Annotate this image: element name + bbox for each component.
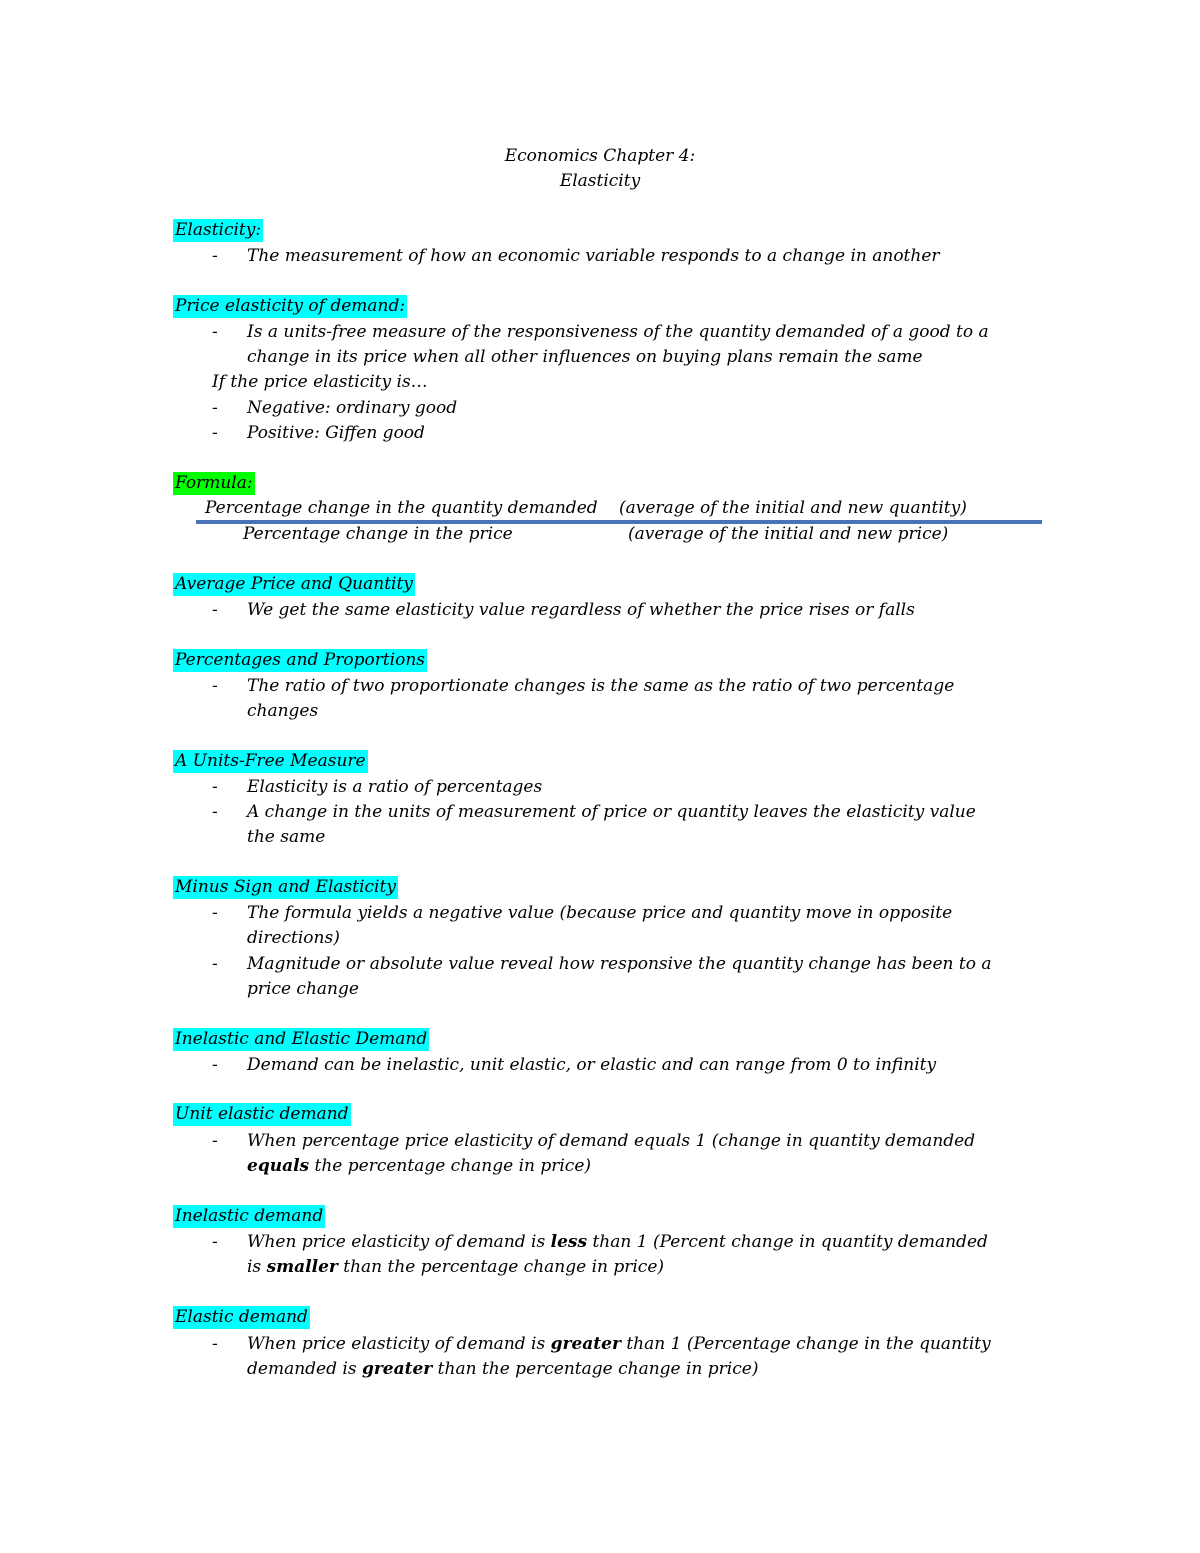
- heading-units-free-measure: A Units-Free Measure: [175, 751, 366, 771]
- document-title: Economics Chapter 4:: [504, 146, 696, 166]
- bullet-dash: -: [212, 802, 218, 822]
- elastic-bullet-line1: [247, 1332, 991, 1357]
- heading-average-price-quantity: Average Price and Quantity: [175, 574, 413, 594]
- unit-elastic-line2-rest: the percentage change in price): [309, 1156, 592, 1176]
- percentages-bullet-line1: The ratio of two proportionate changes is the same as the ratio of two percentage: [247, 676, 955, 696]
- bullet-dash: -: [212, 1131, 218, 1151]
- minus-sign-bullet2-line2: price change: [247, 979, 359, 999]
- positive-giffen-good: Positive: Giffen good: [247, 423, 425, 443]
- heading-price-elasticity: Price elasticity of demand:: [175, 296, 406, 316]
- inelastic-bullet-line1: [247, 1230, 988, 1255]
- minus-sign-bullet2-line1: Magnitude or absolute value reveal how responsive the quantity change has been to a: [247, 954, 992, 974]
- heading-unit-elastic: Unit elastic demand: [175, 1104, 349, 1124]
- units-free-bullet2-line2: the same: [247, 827, 326, 847]
- price-elasticity-definition-line2: change in its price when all other influences on buying plans remain the same: [247, 347, 923, 367]
- bullet-dash: -: [212, 322, 218, 342]
- heading-formula: Formula:: [175, 473, 253, 493]
- bullet-dash: -: [212, 1232, 218, 1252]
- price-elasticity-note: If the price elasticity is…: [212, 372, 428, 392]
- inelastic-bullet-line2: [247, 1255, 664, 1280]
- formula-denominator-right: (average of the initial and new price): [628, 524, 949, 544]
- bullet-dash: -: [212, 1055, 218, 1075]
- elasticity-definition: The measurement of how an economic variable responds to a change in another: [247, 246, 940, 266]
- inelastic-line2-post: than the percentage change in price): [337, 1257, 665, 1277]
- bullet-dash: -: [212, 600, 218, 620]
- inelastic-line1-post: than 1 (Percent change in quantity demanded: [587, 1232, 988, 1252]
- inelastic-elastic-bullet: Demand can be inelastic, unit elastic, or elastic and can range from 0 to infinity: [247, 1055, 937, 1075]
- bullet-dash: -: [212, 398, 218, 418]
- elastic-line2-pre: demanded is: [247, 1359, 362, 1379]
- units-free-bullet2-line1: A change in the units of measurement of price or quantity leaves the elasticity value: [247, 802, 976, 822]
- formula-numerator-right: (average of the initial and new quantity): [619, 498, 967, 518]
- inelastic-line2-pre: is: [247, 1257, 267, 1277]
- bullet-dash: -: [212, 246, 218, 266]
- bullet-dash: -: [212, 777, 218, 797]
- inelastic-line1-pre: When price elasticity of demand is: [247, 1232, 551, 1252]
- elastic-line1-post: than 1 (Percentage change in the quantity: [620, 1334, 991, 1354]
- units-free-bullet1: Elasticity is a ratio of percentages: [247, 777, 543, 797]
- emphasis-equals: equals: [247, 1156, 310, 1176]
- price-elasticity-definition-line1: Is a units-free measure of the responsiveness of the quantity demanded of a good to a: [247, 322, 989, 342]
- elastic-line1-pre: When price elasticity of demand is: [247, 1334, 551, 1354]
- formula-denominator-left: Percentage change in the price: [243, 524, 513, 544]
- heading-percentages-proportions: Percentages and Proportions: [175, 650, 426, 670]
- bullet-dash: -: [212, 954, 218, 974]
- percentages-bullet-line2: changes: [247, 701, 319, 721]
- elastic-line2-post: than the percentage change in price): [432, 1359, 759, 1379]
- elastic-bullet-line2: [247, 1357, 758, 1382]
- document-subtitle: Elasticity: [559, 171, 641, 191]
- emphasis-greater: greater: [550, 1334, 621, 1354]
- minus-sign-bullet1-line2: directions): [247, 928, 340, 948]
- emphasis-less: less: [550, 1232, 588, 1252]
- bullet-dash: -: [212, 423, 218, 443]
- minus-sign-bullet1-line1: The formula yields a negative value (because price and quantity move in opposite: [247, 903, 953, 923]
- bullet-dash: -: [212, 903, 218, 923]
- average-bullet: We get the same elasticity value regardless of whether the price rises or falls: [247, 600, 915, 620]
- heading-elasticity: Elasticity:: [175, 220, 262, 240]
- heading-inelastic: Inelastic demand: [175, 1206, 324, 1226]
- formula-numerator-left: Percentage change in the quantity demanded: [205, 498, 598, 518]
- emphasis-smaller: smaller: [266, 1257, 338, 1277]
- bullet-dash: -: [212, 1334, 218, 1354]
- bullet-dash: -: [212, 676, 218, 696]
- heading-elastic: Elastic demand: [175, 1307, 308, 1327]
- emphasis-greater-2: greater: [361, 1359, 433, 1379]
- heading-minus-sign: Minus Sign and Elasticity: [175, 877, 396, 897]
- unit-elastic-bullet-line1: When percentage price elasticity of demand equals 1 (change in quantity demanded: [247, 1131, 976, 1151]
- unit-elastic-bullet-line2: [247, 1154, 591, 1179]
- negative-ordinary-good: Negative: ordinary good: [247, 398, 458, 418]
- heading-inelastic-elastic: Inelastic and Elastic Demand: [175, 1029, 428, 1049]
